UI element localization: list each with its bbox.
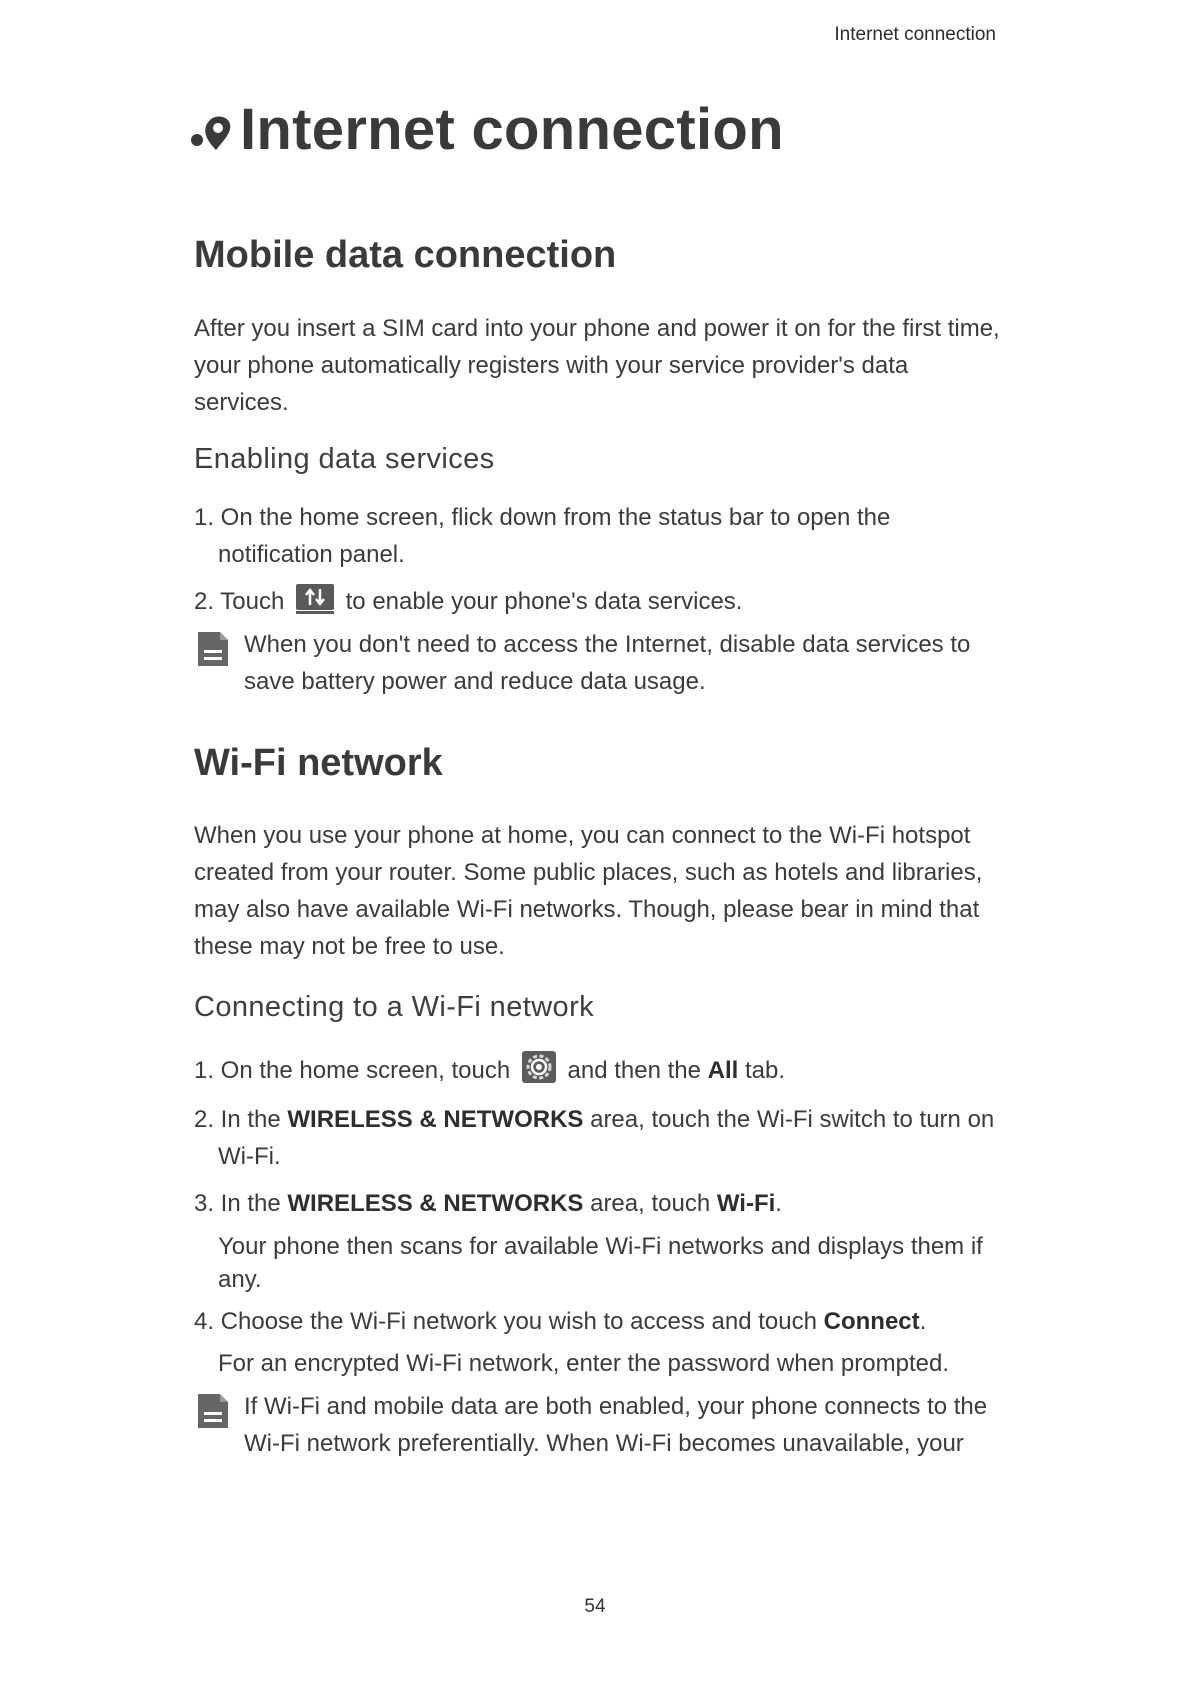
wifi-step-2 xyxy=(194,1101,1000,1175)
mobile-data-intro: After you insert a SIM card into your phone and power it on for the first time, your phone automatically registers with your service provider's data services. xyxy=(194,315,1000,416)
wifi-step-3-sub: Your phone then scans for available Wi-Fi networks and displays them if any. xyxy=(218,1233,983,1293)
wifi-intro: When you use your phone at home, you can connect to the Wi-Fi hotspot created from your router. Some public places, such as hotels and libraries, may also have available Wi-Fi networks. Though, please bear in mind that these may not be free to use. xyxy=(194,822,983,960)
mobile-data-toggle-icon[interactable] xyxy=(295,583,335,615)
connect-label: Connect xyxy=(823,1308,920,1335)
globe-chapter-icon xyxy=(188,106,236,154)
note-mobile-data xyxy=(194,626,1000,700)
wifi-step-2-before: 2. In the xyxy=(194,1106,281,1133)
note-mobile-data-text: When you don't need to access the Internet, disable data services to save battery power and reduce data usage. xyxy=(244,631,971,695)
section-heading-wifi: Wi-Fi network xyxy=(194,742,443,784)
wifi-step-2-after: area, touch the Wi-Fi switch to turn on Wi-Fi. xyxy=(218,1106,995,1170)
subheading-enabling-data: Enabling data services xyxy=(194,443,495,475)
note-icon xyxy=(196,630,230,668)
wifi-step-3-before: 3. In the xyxy=(194,1190,281,1217)
chapter-heading xyxy=(188,96,784,163)
note-icon xyxy=(196,1392,230,1430)
wifi-label: Wi-Fi xyxy=(716,1190,776,1217)
wireless-networks-label: WIRELESS & NETWORKS xyxy=(287,1190,584,1217)
section-heading-mobile-data: Mobile data connection xyxy=(194,234,617,276)
wifi-step-1 xyxy=(194,1050,1000,1089)
subheading-connecting-wifi: Connecting to a Wi-Fi network xyxy=(194,991,595,1023)
wifi-step-3-mid: area, touch xyxy=(590,1190,711,1217)
mobile-step-2-before: 2. Touch xyxy=(194,588,285,615)
wireless-networks-label: WIRELESS & NETWORKS xyxy=(287,1106,584,1133)
mobile-step-2 xyxy=(194,583,1000,620)
wifi-step-4-before: 4. Choose the Wi-Fi network you wish to access and touch xyxy=(194,1308,817,1335)
wifi-step-1-mid: and then the xyxy=(567,1057,701,1084)
settings-gear-icon[interactable] xyxy=(521,1050,557,1084)
chapter-title: Internet connection xyxy=(240,97,784,162)
wifi-step-4-after: . xyxy=(919,1308,927,1335)
page-content xyxy=(194,234,1000,1462)
running-header: Internet connection xyxy=(834,24,996,45)
mobile-step-1: 1. On the home screen, flick down from the status bar to open the notification panel. xyxy=(194,504,891,568)
wifi-step-4-sub: For an encrypted Wi-Fi network, enter the password when prompted. xyxy=(218,1350,949,1377)
wifi-step-1-after: tab. xyxy=(745,1057,786,1084)
note-wifi-text: If Wi-Fi and mobile data are both enabled, your phone connects to the Wi-Fi network preferentially. When Wi-Fi becomes unavailable, your xyxy=(244,1393,988,1457)
mobile-step-2-after: to enable your phone's data services. xyxy=(345,588,743,615)
wifi-step-3 xyxy=(194,1185,1000,1222)
wifi-step-4 xyxy=(194,1303,1000,1340)
note-wifi xyxy=(194,1388,1000,1462)
page-number: 54 xyxy=(584,1596,606,1617)
wifi-step-1-before: 1. On the home screen, touch xyxy=(194,1057,511,1084)
wifi-step-3-after: . xyxy=(775,1190,782,1217)
all-tab-label: All xyxy=(707,1057,739,1084)
